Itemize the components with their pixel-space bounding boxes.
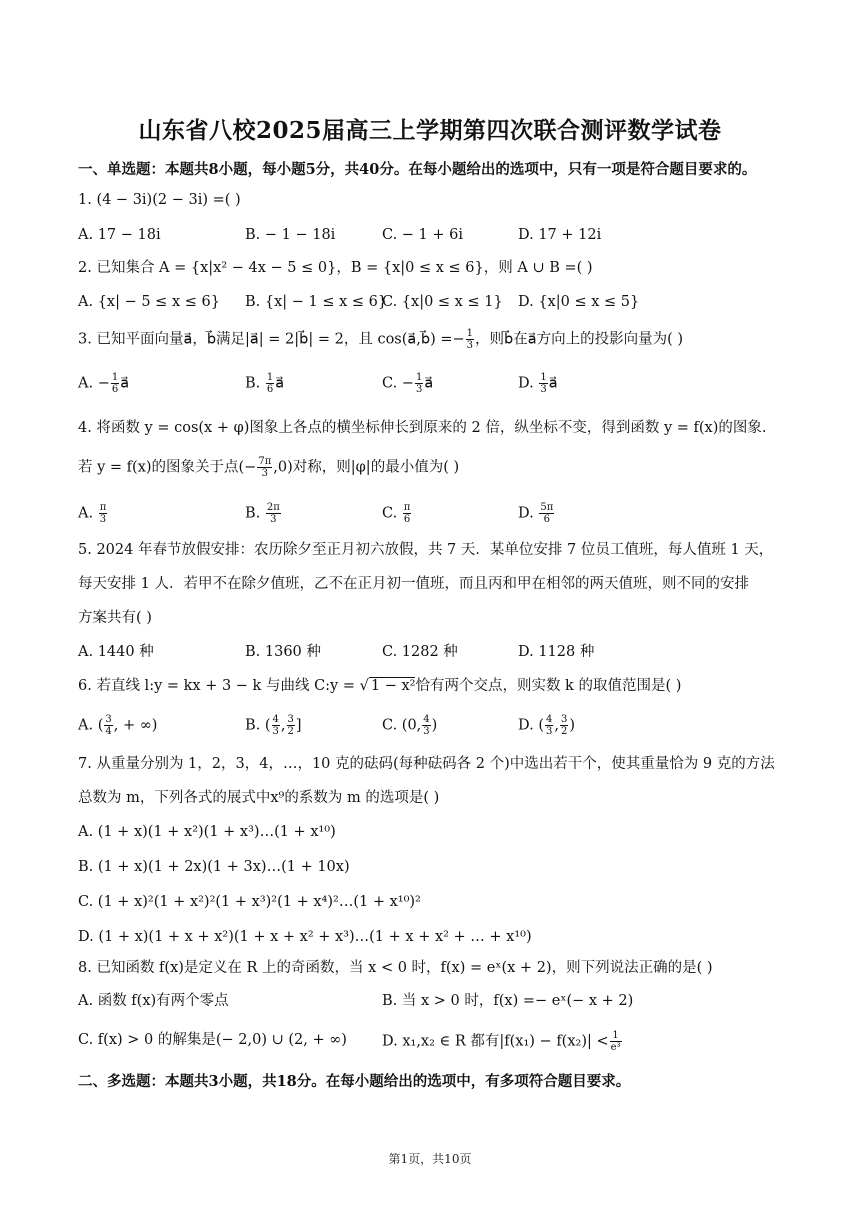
- question-5-line3: 方案共有( ): [78, 610, 152, 626]
- q5-option-b: B. 1360 种: [245, 644, 321, 660]
- page-title: 山东省八校2025届高三上学期第四次联合测评数学试卷: [138, 117, 722, 144]
- q2-option-b: B. {x| − 1 ≤ x ≤ 6}: [245, 294, 388, 310]
- q2-option-a: A. {x| − 5 ≤ x ≤ 6}: [78, 294, 220, 310]
- question-4-line1: 4. 将函数 y = cos(x + φ)图象上各点的横坐标伸长到原来的 2 倍，纵坐标不变，得到函数 y = f(x)的图象.: [78, 420, 767, 436]
- q7-option-b: B. (1 + x)(1 + 2x)(1 + 3x)…(1 + 10x): [78, 859, 350, 875]
- section-heading-multiple-choice: 二、多选题：本题共3小题，共18分。在每小题给出的选项中，有多项符合题目要求。: [78, 1073, 631, 1090]
- q1-option-d: D. 17 + 12i: [518, 227, 602, 243]
- q7-option-c: C. (1 + x)²(1 + x²)²(1 + x³)²(1 + x⁴)²…(1 + x¹⁰)²: [78, 894, 421, 910]
- q8-option-c: C. f(x) > 0 的解集是(− 2,0) ∪ (2, + ∞): [78, 1032, 347, 1048]
- q2-option-c: C. {x|0 ≤ x ≤ 1}: [382, 294, 503, 310]
- question-8-stem: 8. 已知函数 f(x)是定义在 R 上的奇函数，当 x < 0 时，f(x) = eˣ(x + 2)，则下列说法正确的是( ): [78, 960, 713, 976]
- q3-stem-part1: 3. 已知平面向量a⃗，b⃗满足|a⃗| = 2|b⃗| = 2，且 cos(a⃗,b⃗) =−: [78, 331, 465, 348]
- q3-stem-part2: ，则b⃗在a⃗方向上的投影向量为( ): [475, 331, 684, 348]
- q5-option-a: A. 1440 种: [78, 644, 154, 660]
- q6-option-a: A. ( $\frac{3}{4}$ , + ∞): [78, 714, 158, 737]
- q5-option-d: D. 1128 种: [518, 644, 595, 660]
- q1-option-c: C. − 1 + 6i: [382, 227, 464, 243]
- question-2-stem: 2. 已知集合 A = {x|x² − 4x − 5 ≤ 0}，B = {x|0 ≤ x ≤ 6}，则 A ∪ B =( ): [78, 260, 593, 276]
- q4-option-a: A. $\frac{\pi}{3}$: [78, 502, 107, 525]
- q6-sqrt-expression: 1 − x²: [370, 678, 416, 694]
- q3-option-b: B. $\frac{1}{6}$ a⃗: [245, 372, 285, 395]
- question-7-line2: 总数为 m，下列各式的展式中x⁹的系数为 m 的选项是( ): [78, 790, 440, 806]
- q8-option-b: B. 当 x > 0 时，f(x) =− eˣ(− x + 2): [382, 993, 634, 1009]
- q8-option-a: A. 函数 f(x)有两个零点: [78, 993, 229, 1009]
- q4-option-b: B. $\frac{2\pi}{3}$: [245, 502, 280, 525]
- q1-option-b: B. − 1 − 18i: [245, 227, 336, 243]
- question-4-line2: 若 y = f(x)的图象关于点(− $\frac{7\pi}{3}$ ,0)对称，则|φ|的最小值为( ): [78, 456, 460, 479]
- question-3-stem: [78, 328, 683, 351]
- page-footer: 第1页，共10页: [388, 1152, 472, 1166]
- q3-stem-fraction: $\frac{1}{3}$: [466, 328, 474, 351]
- question-1-stem: 1. (4 − 3i)(2 − 3i) =( ): [78, 192, 241, 208]
- q6-option-c: C. (0, $\frac{4}{3}$ ): [382, 714, 438, 737]
- q1-option-a: A. 17 − 18i: [78, 227, 161, 243]
- q6-option-b: B. ( $\frac{4}{3}$ , $\frac{3}{2}$ ]: [245, 714, 302, 737]
- q5-option-c: C. 1282 种: [382, 644, 458, 660]
- q8-option-d: D. x₁,x₂ ∈ R 都有|f(x₁) − f(x₂)| < $\frac{1}{\text{e³}}$: [382, 1030, 621, 1053]
- q4-option-c: C. $\frac{\pi}{6}$: [382, 502, 411, 525]
- q2-option-d: D. {x|0 ≤ x ≤ 5}: [518, 294, 640, 310]
- q4-option-d: D. $\frac{5\pi}{6}$: [518, 502, 554, 525]
- question-6-stem: 6. 若直线 l:y = kx + 3 − k 与曲线 C:y = √ 1 − x²恰有两个交点，则实数 k 的取值范围是( ): [78, 678, 682, 694]
- q3-option-c: C. − $\frac{1}{3}$ a⃗: [382, 372, 434, 395]
- q7-option-d: D. (1 + x)(1 + x + x²)(1 + x + x² + x³)…(1 + x + x² + … + x¹⁰): [78, 929, 532, 945]
- question-5-line2: 每天安排 1 人．若甲不在除夕值班，乙不在正月初一值班，而且丙和甲在相邻的两天值班，则不同的安排: [78, 576, 749, 592]
- q7-option-a: A. (1 + x)(1 + x²)(1 + x³)…(1 + x¹⁰): [78, 824, 336, 840]
- question-5-line1: 5. 2024 年春节放假安排：农历除夕至正月初六放假，共 7 天．某单位安排 7 位员工值班，每人值班 1 天，: [78, 542, 774, 558]
- q3-option-d: D. $\frac{1}{3}$ a⃗: [518, 372, 558, 395]
- q3-option-a: A. − $\frac{1}{6}$ a⃗: [78, 372, 130, 395]
- q6-option-d: D. ( $\frac{4}{3}$ , $\frac{3}{2}$ ): [518, 714, 576, 737]
- question-7-line1: 7. 从重量分别为 1，2，3，4，…，10 克的砝码(每种砝码各 2 个)中选出若干个，使其重量恰为 9 克的方法: [78, 756, 775, 772]
- section-heading-single-choice: 一、单选题：本题共8小题，每小题5分，共40分。在每小题给出的选项中，只有一项是符合题目要求的。: [78, 161, 757, 178]
